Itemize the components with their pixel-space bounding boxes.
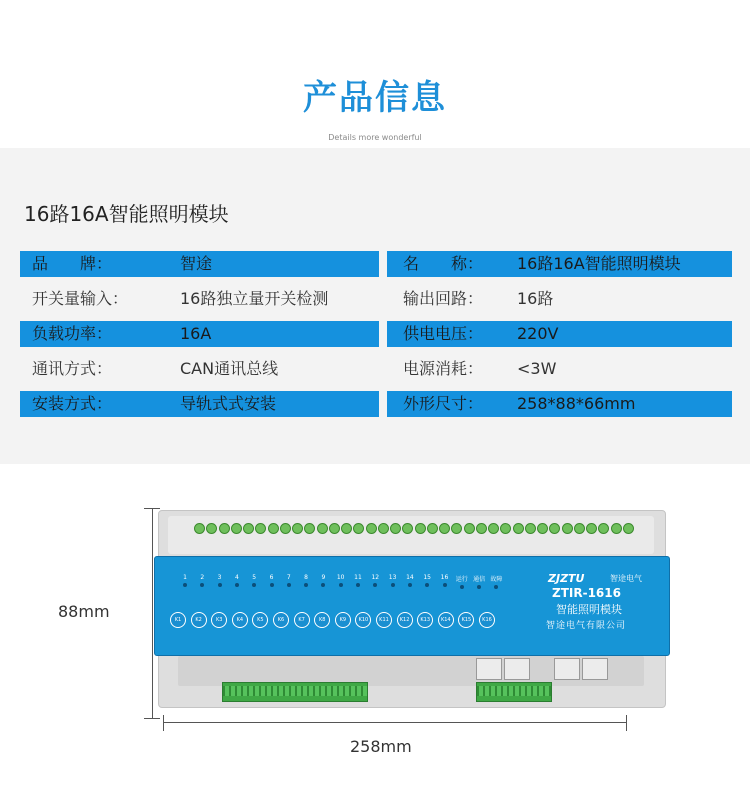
- channel-button: K2: [191, 612, 207, 628]
- module-brand: ZJZTU: [548, 572, 585, 585]
- terminal-screw: [415, 523, 426, 534]
- terminal-screw: [598, 523, 609, 534]
- spec-row: [20, 353, 732, 388]
- terminal-screw: [488, 523, 499, 534]
- terminal-screw: [219, 523, 230, 534]
- indicator-led: 8: [299, 574, 313, 587]
- spec-label: 负载功率：: [32, 324, 113, 343]
- channel-button: K9: [335, 612, 351, 628]
- bottom-terminal-block: [222, 682, 368, 702]
- indicator-led: 10: [334, 574, 348, 587]
- spec-value: 258*88*66mm: [517, 394, 636, 413]
- channel-button: K10: [355, 612, 371, 628]
- terminal-screw: [341, 523, 352, 534]
- header: [0, 0, 750, 148]
- terminal-screw: [317, 523, 328, 534]
- terminal-screw: [586, 523, 597, 534]
- spec-label: 通讯方式：: [32, 359, 113, 378]
- spec-label: 开关量输入：: [32, 289, 129, 308]
- connector-port: [582, 658, 608, 680]
- spec-cell: [387, 251, 732, 277]
- channel-button: K6: [273, 612, 289, 628]
- spec-label: 输出回路：: [403, 289, 484, 308]
- connector-port: [554, 658, 580, 680]
- page-subtitle: Details more wonderful: [328, 133, 422, 142]
- terminal-screw: [194, 523, 205, 534]
- spec-cell: [20, 391, 379, 417]
- indicator-led: 4: [230, 574, 244, 587]
- indicator-led: 13: [386, 574, 400, 587]
- spec-label: 安装方式：: [32, 394, 113, 413]
- indicator-led: 5: [247, 574, 261, 587]
- spec-cell: [387, 286, 732, 312]
- terminal-screw: [243, 523, 254, 534]
- spec-section: [0, 148, 750, 464]
- terminal-screw: [206, 523, 217, 534]
- spec-value: <3W: [517, 359, 557, 378]
- spec-table: [20, 248, 732, 423]
- spec-cell: [20, 321, 379, 347]
- height-dimension-line: [152, 508, 153, 718]
- indicator-led: 12: [368, 574, 382, 587]
- spec-value: CAN通讯总线: [180, 359, 279, 378]
- spec-label: 供电电压：: [403, 324, 484, 343]
- terminal-screw: [525, 523, 536, 534]
- channel-button: K7: [294, 612, 310, 628]
- spec-cell: [387, 391, 732, 417]
- width-dimension-tick: [163, 715, 164, 731]
- terminal-screw: [402, 523, 413, 534]
- terminal-screw: [451, 523, 462, 534]
- terminal-screw: [280, 523, 291, 534]
- terminal-screw: [574, 523, 585, 534]
- module-case-top: [168, 516, 654, 554]
- channel-button: K4: [232, 612, 248, 628]
- terminal-screw: [231, 523, 242, 534]
- indicator-led: 3: [213, 574, 227, 587]
- channel-button: K11: [376, 612, 392, 628]
- spec-value: 16路: [517, 289, 554, 308]
- indicator-led: 6: [265, 574, 279, 587]
- height-dimension-tick: [144, 718, 160, 719]
- terminal-screw: [476, 523, 487, 534]
- spec-row: [20, 283, 732, 318]
- product-diagram: [0, 464, 750, 790]
- terminal-screw: [500, 523, 511, 534]
- spec-cell: [387, 356, 732, 382]
- spec-cell: [387, 321, 732, 347]
- connector-port: [476, 658, 502, 680]
- top-terminal-strip: [194, 523, 634, 535]
- terminal-screw: [292, 523, 303, 534]
- spec-heading: 16路16A智能照明模块: [24, 202, 229, 226]
- spec-label: 品 牌：: [32, 254, 113, 273]
- spec-row: [20, 318, 732, 353]
- module-model: ZTIR-1616: [552, 586, 621, 600]
- terminal-screw: [255, 523, 266, 534]
- channel-button: K16: [479, 612, 495, 628]
- spec-value: 16A: [180, 324, 212, 343]
- spec-cell: [20, 356, 379, 382]
- indicator-led: 9: [316, 574, 330, 587]
- indicator-led: 故障: [489, 574, 503, 589]
- terminal-screw: [562, 523, 573, 534]
- channel-button: K14: [438, 612, 454, 628]
- terminal-screw: [464, 523, 475, 534]
- height-dimension-label: 88mm: [58, 602, 110, 621]
- channel-button: K3: [211, 612, 227, 628]
- channel-button: K5: [252, 612, 268, 628]
- terminal-screw: [611, 523, 622, 534]
- spec-value: 导轨式式安装: [180, 394, 277, 413]
- terminal-screw: [537, 523, 548, 534]
- terminal-screw: [378, 523, 389, 534]
- width-dimension-line: [163, 722, 626, 723]
- indicator-led: 2: [195, 574, 209, 587]
- indicator-led: 15: [420, 574, 434, 587]
- channel-button: K1: [170, 612, 186, 628]
- channel-button: K15: [458, 612, 474, 628]
- indicator-leds: [178, 574, 508, 588]
- indicator-led: 11: [351, 574, 365, 587]
- spec-row: [20, 248, 732, 283]
- page-title: 产品信息: [303, 78, 447, 118]
- terminal-screw: [304, 523, 315, 534]
- terminal-screw: [623, 523, 634, 534]
- indicator-led: 1: [178, 574, 192, 587]
- spec-label: 电源消耗：: [403, 359, 484, 378]
- channel-buttons: [170, 612, 500, 628]
- spec-label: 名 称：: [403, 254, 484, 273]
- bottom-terminal-block: [476, 682, 552, 702]
- terminal-screw: [390, 523, 401, 534]
- height-dimension-tick: [144, 508, 160, 509]
- terminal-screw: [268, 523, 279, 534]
- indicator-led: 运行: [455, 574, 469, 589]
- indicator-led: 16: [438, 574, 452, 587]
- terminal-screw: [549, 523, 560, 534]
- channel-button: K12: [397, 612, 413, 628]
- spec-value: 16路16A智能照明模块: [517, 254, 681, 273]
- spec-value: 16路独立量开关检测: [180, 289, 329, 308]
- width-dimension-tick: [626, 715, 627, 731]
- module-name: 智能照明模块: [556, 603, 622, 616]
- width-dimension-label: 258mm: [350, 737, 412, 756]
- spec-cell: [20, 286, 379, 312]
- spec-label: 外形尺寸：: [403, 394, 484, 413]
- lighting-module-image: [158, 510, 664, 706]
- module-brand-cn: 智途电气: [610, 574, 642, 583]
- spec-cell: [20, 251, 379, 277]
- indicator-led: 14: [403, 574, 417, 587]
- indicator-led: 7: [282, 574, 296, 587]
- terminal-screw: [353, 523, 364, 534]
- terminal-screw: [329, 523, 340, 534]
- terminal-screw: [513, 523, 524, 534]
- channel-button: K13: [417, 612, 433, 628]
- connector-port: [504, 658, 530, 680]
- spec-value: 220V: [517, 324, 559, 343]
- terminal-screw: [366, 523, 377, 534]
- channel-button: K8: [314, 612, 330, 628]
- spec-value: 智途: [180, 254, 213, 273]
- spec-row: [20, 388, 732, 423]
- indicator-led: 通信: [472, 574, 486, 589]
- terminal-screw: [439, 523, 450, 534]
- module-company: 智途电气有限公司: [546, 621, 627, 631]
- terminal-screw: [427, 523, 438, 534]
